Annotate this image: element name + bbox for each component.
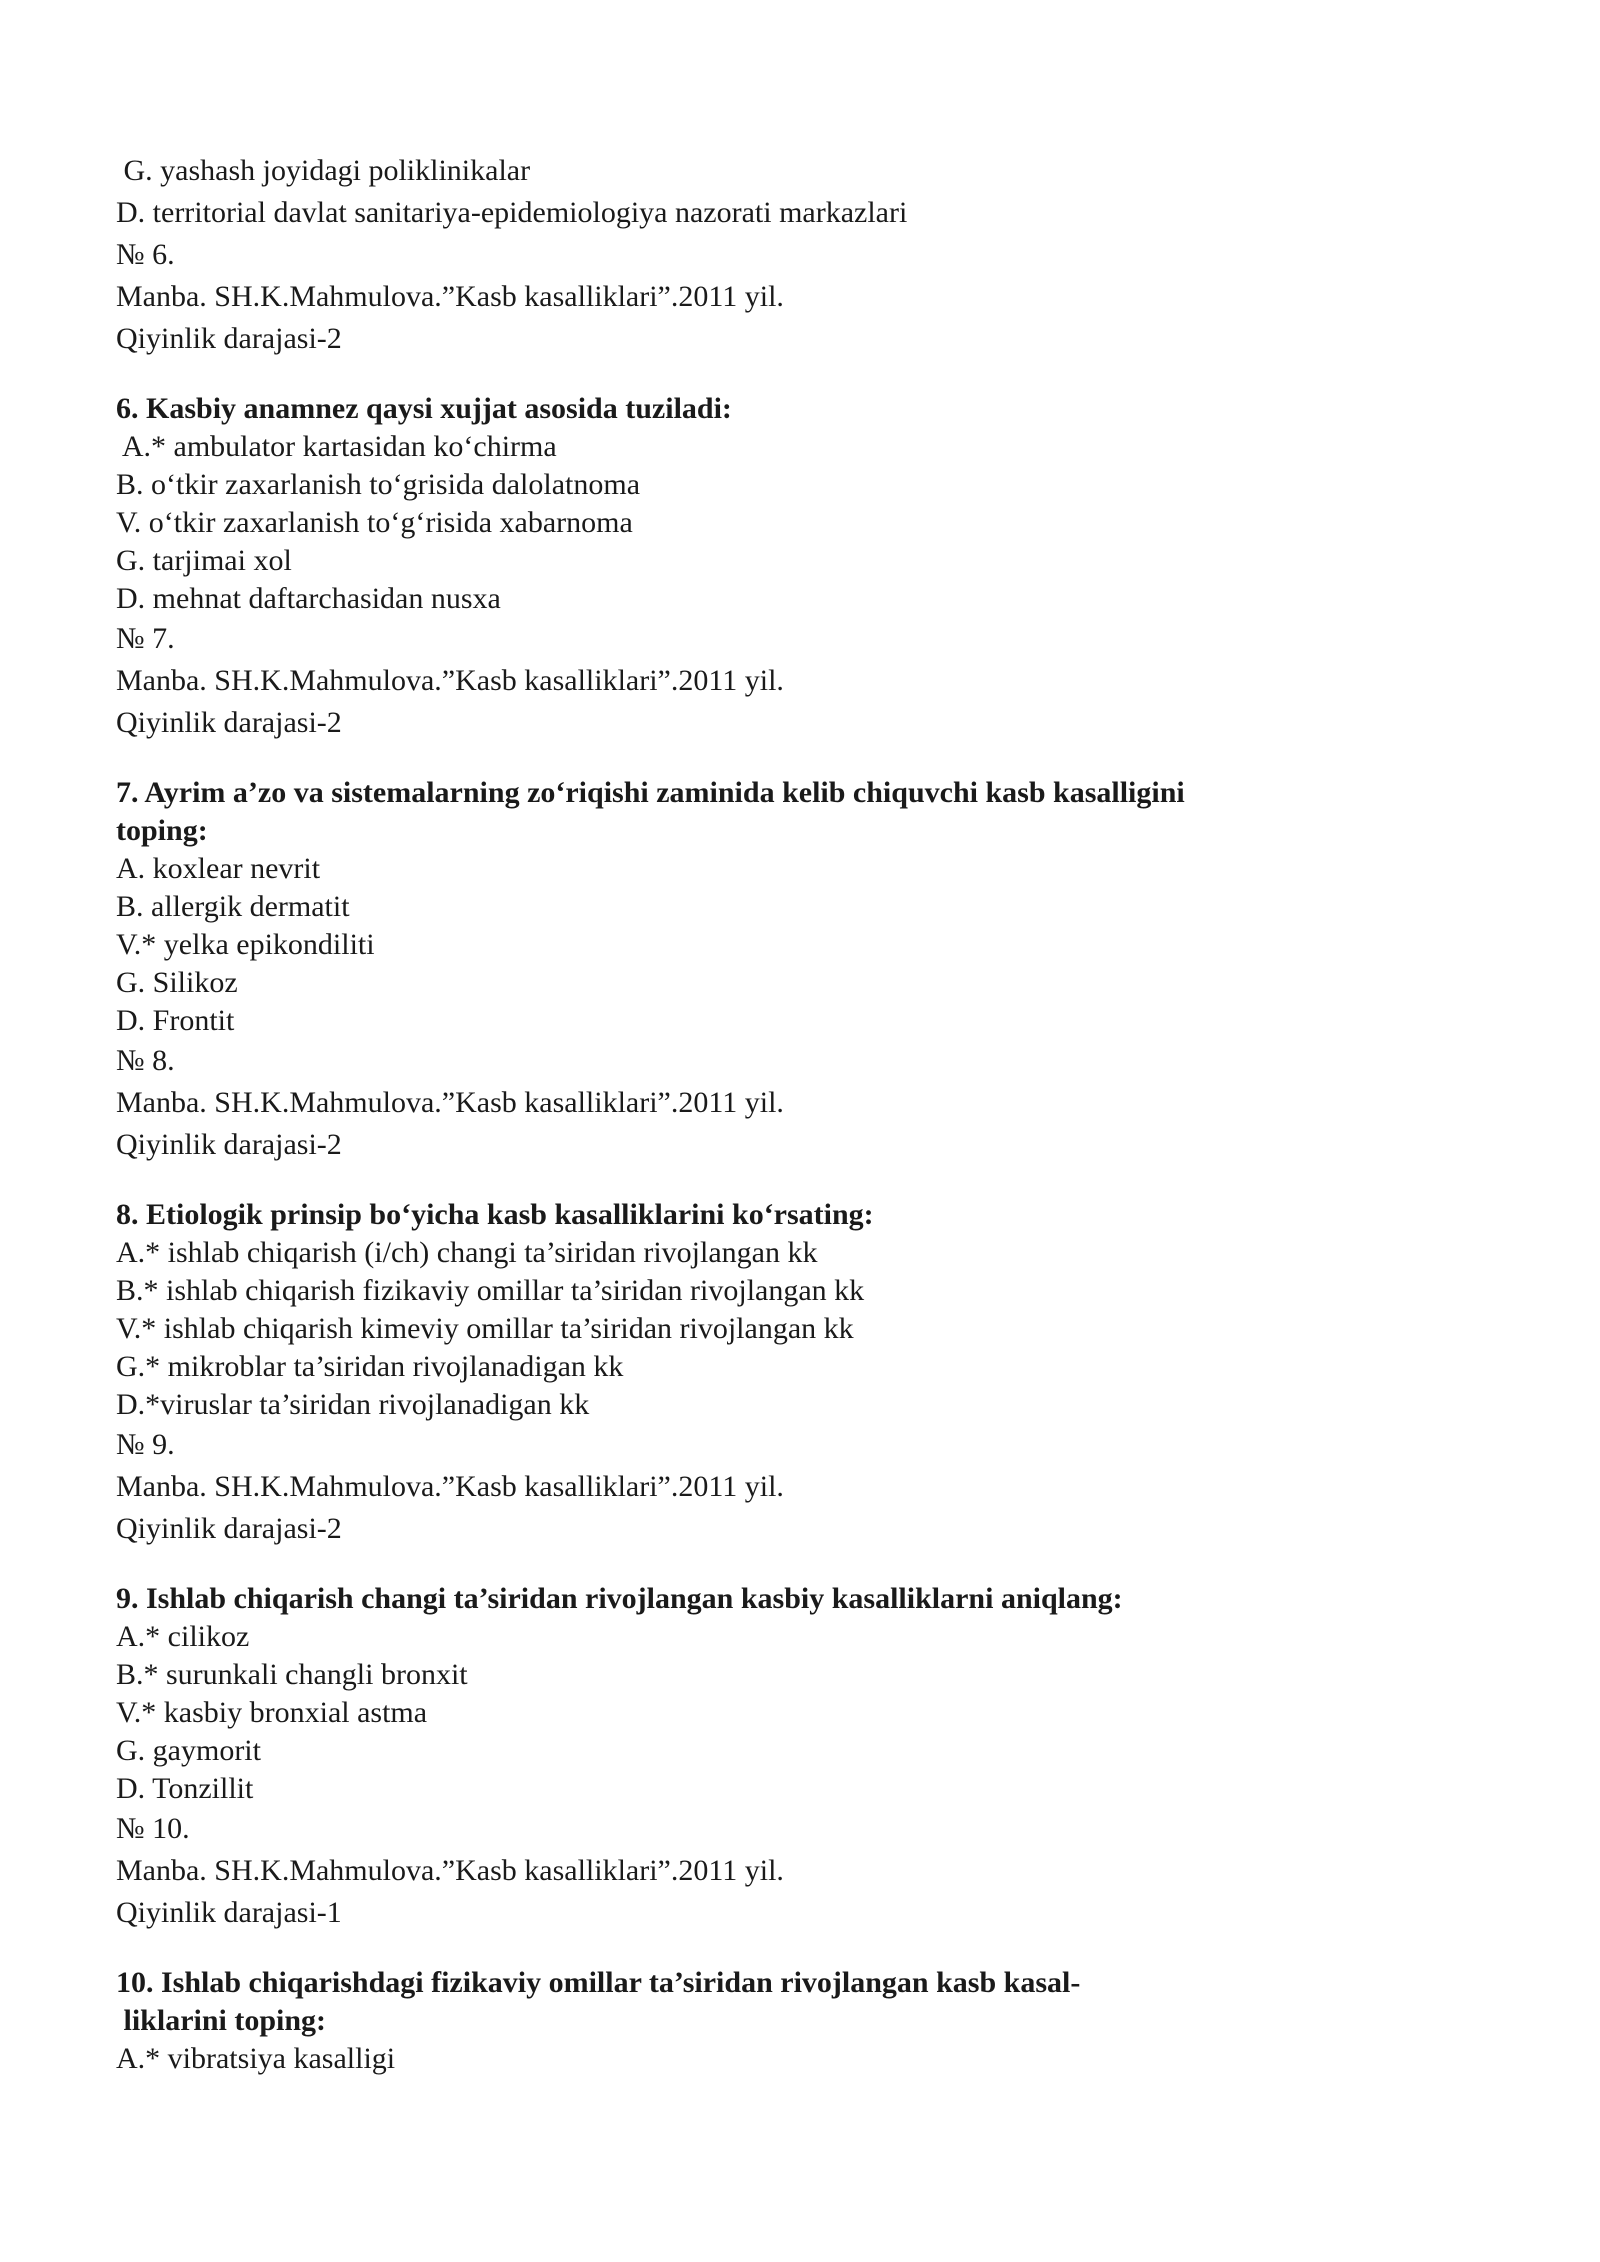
difficulty-line: Qiyinlik darajasi-1 <box>116 1896 342 1929</box>
question-number: № 6. <box>116 238 175 271</box>
source-line: Manba. SH.K.Mahmulova.”Kasb kasalliklari”.2011 yil. <box>116 1470 784 1503</box>
answer-option: B.* surunkali changli bronxit <box>116 1658 468 1691</box>
question-title-line: 6. Kasbiy anamnez qaysi xujjat asosida tuziladi: <box>116 392 732 425</box>
question-block <box>116 1580 1496 1934</box>
answer-option: A. koxlear nevrit <box>116 852 321 885</box>
answer-option: V.* ishlab chiqarish kimeviy omillar ta’siridan rivojlangan kk <box>116 1312 854 1345</box>
answer-option: A.* ambulator kartasidan ko‘chirma <box>116 430 557 463</box>
answer-option: D.*viruslar ta’siridan rivojlanadigan kk <box>116 1388 590 1421</box>
answer-option: G. Silikoz <box>116 966 238 999</box>
question-block <box>116 774 1496 1166</box>
source-line: Manba. SH.K.Mahmulova.”Kasb kasalliklari”.2011 yil. <box>116 280 784 313</box>
answer-option: D. Frontit <box>116 1004 235 1037</box>
question-number: № 7. <box>116 622 175 655</box>
option-line: G. yashash joyidagi poliklinikalar <box>116 154 531 187</box>
difficulty-line: Qiyinlik darajasi-2 <box>116 1512 342 1545</box>
answer-option: G.* mikroblar ta’siridan rivojlanadigan kk <box>116 1350 624 1383</box>
answer-option: B. allergik dermatit <box>116 890 350 923</box>
answer-option: A.* vibratsiya kasalligi <box>116 2042 396 2075</box>
question-number: № 10. <box>116 1812 190 1845</box>
difficulty-line: Qiyinlik darajasi-2 <box>116 706 342 739</box>
answer-option: G. gaymorit <box>116 1734 261 1767</box>
source-line: Manba. SH.K.Mahmulova.”Kasb kasalliklari”.2011 yil. <box>116 1086 784 1119</box>
previous-question-tail <box>116 150 1496 360</box>
question-title <box>116 1964 1496 2040</box>
answer-option: A.* cilikoz <box>116 1620 250 1653</box>
question-title-line: 7. Ayrim a’zo va sistemalarning zo‘riqishi zaminida kelib chiquvchi kasb kasalligini <box>116 776 1185 809</box>
question-title <box>116 1196 1496 1234</box>
answer-option: A.* ishlab chiqarish (i/ch) changi ta’siridan rivojlangan kk <box>116 1236 818 1269</box>
source-line: Manba. SH.K.Mahmulova.”Kasb kasalliklari”.2011 yil. <box>116 1854 784 1887</box>
answer-option: B.* ishlab chiqarish fizikaviy omillar ta’siridan rivojlangan kk <box>116 1274 865 1307</box>
question-title-line: 9. Ishlab chiqarish changi ta’siridan rivojlangan kasbiy kasalliklarni aniqlang: <box>116 1582 1123 1615</box>
question-title <box>116 390 1496 428</box>
question-title <box>116 774 1496 850</box>
question-block <box>116 390 1496 744</box>
answer-option: B. o‘tkir zaxarlanish to‘grisida dalolatnoma <box>116 468 641 501</box>
document-page <box>116 150 1496 2078</box>
difficulty-line: Qiyinlik darajasi-2 <box>116 322 342 355</box>
question-title-line: toping: <box>116 814 208 847</box>
question-title-line: 8. Etiologik prinsip bo‘yicha kasb kasalliklarini ko‘rsating: <box>116 1198 874 1231</box>
question-number: № 9. <box>116 1428 175 1461</box>
answer-option: D. Tonzillit <box>116 1772 254 1805</box>
question-title-line: 10. Ishlab chiqarishdagi fizikaviy omillar ta’siridan rivojlangan kasb kasal- <box>116 1966 1081 1999</box>
question-number: № 8. <box>116 1044 175 1077</box>
answer-option: V.* kasbiy bronxial astma <box>116 1696 428 1729</box>
answer-option: V.* yelka epikondiliti <box>116 928 375 961</box>
source-line: Manba. SH.K.Mahmulova.”Kasb kasalliklari”.2011 yil. <box>116 664 784 697</box>
question-block <box>116 1964 1496 2078</box>
answer-option: V. o‘tkir zaxarlanish to‘g‘risida xabarnoma <box>116 506 633 539</box>
option-line: D. territorial davlat sanitariya-epidemiologiya nazorati markazlari <box>116 196 908 229</box>
answer-option: D. mehnat daftarchasidan nusxa <box>116 582 501 615</box>
answer-option: G. tarjimai xol <box>116 544 292 577</box>
question-title <box>116 1580 1496 1618</box>
difficulty-line: Qiyinlik darajasi-2 <box>116 1128 342 1161</box>
question-list <box>116 390 1496 2078</box>
question-block <box>116 1196 1496 1550</box>
question-title-line: liklarini toping: <box>116 2004 327 2037</box>
